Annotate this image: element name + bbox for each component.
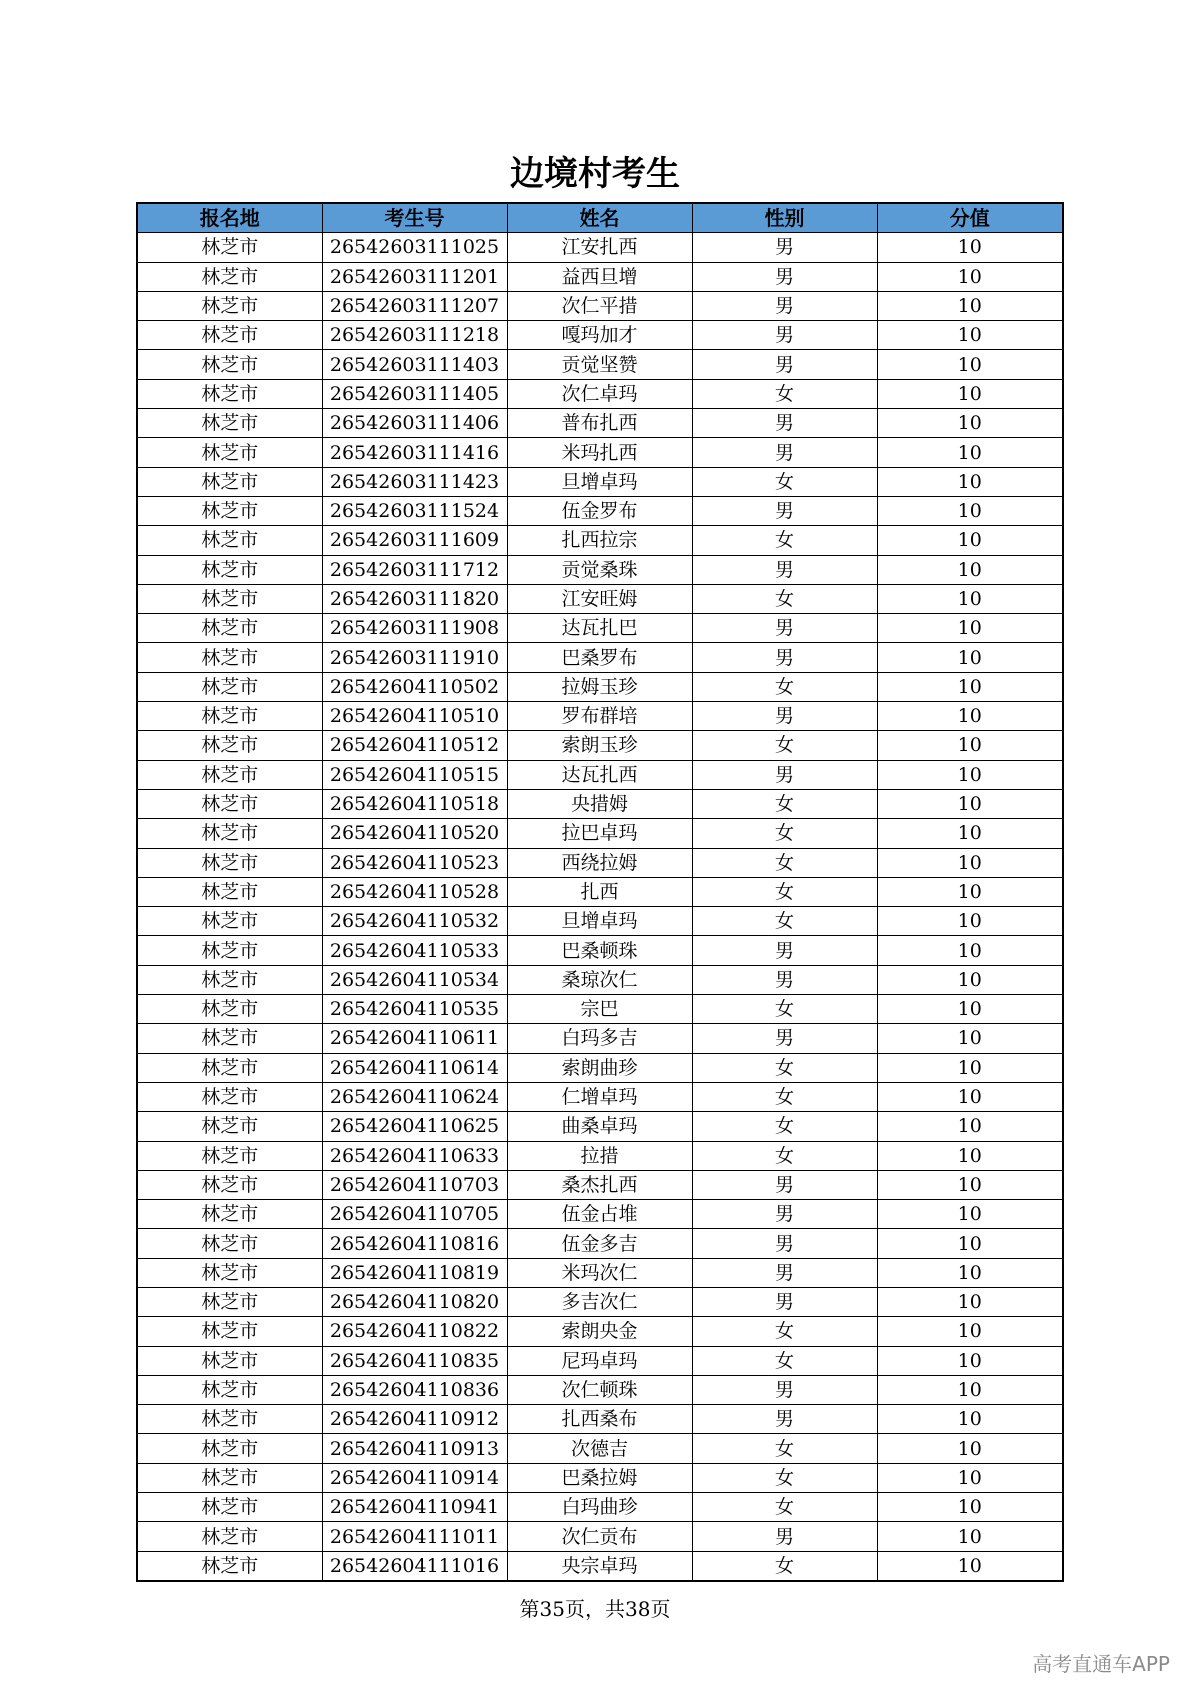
table-row	[137, 1287, 1063, 1316]
cell-exam-number: 26542604110816	[322, 1229, 507, 1258]
cell-exam-number: 26542604110528	[322, 877, 507, 906]
cell-gender: 男	[692, 936, 877, 965]
table-row	[137, 1229, 1063, 1258]
cell-exam-number: 26542603111207	[322, 291, 507, 320]
cell-name: 宗巴	[507, 995, 692, 1024]
cell-score: 10	[877, 262, 1063, 291]
cell-score: 10	[877, 702, 1063, 731]
cell-exam-number: 26542604110611	[322, 1024, 507, 1053]
cell-exam-number: 26542604110520	[322, 819, 507, 848]
cell-gender: 女	[692, 1112, 877, 1141]
cell-name: 扎西拉宗	[507, 526, 692, 555]
cell-exam-number: 26542604110523	[322, 848, 507, 877]
cell-exam-number: 26542604110703	[322, 1170, 507, 1199]
cell-gender: 女	[692, 1463, 877, 1492]
table-row	[137, 702, 1063, 731]
cell-name: 贡觉坚赞	[507, 350, 692, 379]
cell-score: 10	[877, 1141, 1063, 1170]
cell-name: 贡觉桑珠	[507, 555, 692, 584]
cell-exam-number: 26542604110633	[322, 1141, 507, 1170]
cell-region: 林芝市	[137, 291, 322, 320]
cell-score: 10	[877, 438, 1063, 467]
cell-gender: 男	[692, 643, 877, 672]
cell-score: 10	[877, 1170, 1063, 1199]
cell-region: 林芝市	[137, 1141, 322, 1170]
cell-score: 10	[877, 819, 1063, 848]
cell-score: 10	[877, 1522, 1063, 1551]
cell-exam-number: 26542603111908	[322, 614, 507, 643]
cell-region: 林芝市	[137, 1024, 322, 1053]
column-header-score: 分值	[877, 203, 1063, 233]
cell-name: 仁增卓玛	[507, 1082, 692, 1111]
cell-gender: 女	[692, 1493, 877, 1522]
table-row	[137, 1551, 1063, 1581]
cell-score: 10	[877, 467, 1063, 496]
cell-name: 罗布群培	[507, 702, 692, 731]
cell-score: 10	[877, 789, 1063, 818]
cell-region: 林芝市	[137, 233, 322, 262]
cell-score: 10	[877, 1024, 1063, 1053]
cell-region: 林芝市	[137, 1375, 322, 1404]
table-row	[137, 321, 1063, 350]
table-row	[137, 584, 1063, 613]
cell-score: 10	[877, 643, 1063, 672]
table-row	[137, 496, 1063, 525]
column-header-name: 姓名	[507, 203, 692, 233]
cell-region: 林芝市	[137, 379, 322, 408]
table-row	[137, 1522, 1063, 1551]
cell-name: 央宗卓玛	[507, 1551, 692, 1581]
cell-gender: 女	[692, 1551, 877, 1581]
cell-region: 林芝市	[137, 350, 322, 379]
cell-exam-number: 26542603111201	[322, 262, 507, 291]
table-row	[137, 643, 1063, 672]
cell-gender: 男	[692, 1375, 877, 1404]
table-row	[137, 965, 1063, 994]
cell-score: 10	[877, 1229, 1063, 1258]
table-header-row	[137, 203, 1063, 233]
cell-exam-number: 26542603111416	[322, 438, 507, 467]
cell-region: 林芝市	[137, 1200, 322, 1229]
cell-exam-number: 26542604110512	[322, 731, 507, 760]
cell-gender: 女	[692, 526, 877, 555]
cell-name: 扎西	[507, 877, 692, 906]
cell-gender: 男	[692, 1024, 877, 1053]
page-title: 边境村考生	[510, 154, 680, 194]
cell-score: 10	[877, 1200, 1063, 1229]
table-row	[137, 848, 1063, 877]
cell-gender: 男	[692, 1229, 877, 1258]
cell-name: 桑琼次仁	[507, 965, 692, 994]
table-row	[137, 1024, 1063, 1053]
table-row	[137, 1375, 1063, 1404]
table-row	[137, 1112, 1063, 1141]
cell-score: 10	[877, 1053, 1063, 1082]
cell-region: 林芝市	[137, 995, 322, 1024]
watermark: 高考直通车APP	[1032, 1652, 1170, 1676]
cell-region: 林芝市	[137, 760, 322, 789]
cell-gender: 男	[692, 1287, 877, 1316]
cell-exam-number: 26542604110912	[322, 1405, 507, 1434]
cell-region: 林芝市	[137, 438, 322, 467]
candidate-table	[136, 202, 1064, 1582]
column-header-region: 报名地	[137, 203, 322, 233]
cell-exam-number: 26542604110532	[322, 907, 507, 936]
cell-name: 嘎玛加才	[507, 321, 692, 350]
cell-exam-number: 26542603111910	[322, 643, 507, 672]
table-row	[137, 1405, 1063, 1434]
table-row	[137, 438, 1063, 467]
cell-region: 林芝市	[137, 262, 322, 291]
cell-region: 林芝市	[137, 1405, 322, 1434]
cell-region: 林芝市	[137, 965, 322, 994]
cell-name: 米玛次仁	[507, 1258, 692, 1287]
table-row	[137, 409, 1063, 438]
cell-score: 10	[877, 379, 1063, 408]
cell-region: 林芝市	[137, 1551, 322, 1581]
cell-score: 10	[877, 1317, 1063, 1346]
table-row	[137, 995, 1063, 1024]
cell-exam-number: 26542603111423	[322, 467, 507, 496]
cell-exam-number: 26542604110820	[322, 1287, 507, 1316]
cell-exam-number: 26542604110535	[322, 995, 507, 1024]
cell-gender: 男	[692, 496, 877, 525]
cell-score: 10	[877, 1375, 1063, 1404]
cell-name: 次仁顿珠	[507, 1375, 692, 1404]
cell-exam-number: 26542603111403	[322, 350, 507, 379]
cell-region: 林芝市	[137, 409, 322, 438]
cell-score: 10	[877, 760, 1063, 789]
cell-name: 索朗曲珍	[507, 1053, 692, 1082]
cell-name: 次仁卓玛	[507, 379, 692, 408]
table-row	[137, 936, 1063, 965]
cell-exam-number: 26542604110502	[322, 672, 507, 701]
cell-gender: 男	[692, 233, 877, 262]
table-row	[137, 907, 1063, 936]
table-row	[137, 1258, 1063, 1287]
cell-name: 曲桑卓玛	[507, 1112, 692, 1141]
cell-score: 10	[877, 555, 1063, 584]
cell-exam-number: 26542603111712	[322, 555, 507, 584]
cell-region: 林芝市	[137, 614, 322, 643]
table-row	[137, 1317, 1063, 1346]
cell-exam-number: 26542604110913	[322, 1434, 507, 1463]
cell-region: 林芝市	[137, 819, 322, 848]
cell-name: 索朗央金	[507, 1317, 692, 1346]
cell-gender: 女	[692, 1053, 877, 1082]
cell-gender: 男	[692, 321, 877, 350]
cell-name: 旦增卓玛	[507, 467, 692, 496]
cell-score: 10	[877, 848, 1063, 877]
cell-name: 伍金罗布	[507, 496, 692, 525]
cell-name: 拉巴卓玛	[507, 819, 692, 848]
cell-score: 10	[877, 877, 1063, 906]
cell-name: 西绕拉姆	[507, 848, 692, 877]
table-row	[137, 1141, 1063, 1170]
cell-region: 林芝市	[137, 1229, 322, 1258]
cell-gender: 女	[692, 467, 877, 496]
cell-gender: 男	[692, 760, 877, 789]
table-row	[137, 877, 1063, 906]
cell-region: 林芝市	[137, 321, 322, 350]
cell-region: 林芝市	[137, 1053, 322, 1082]
cell-name: 央措姆	[507, 789, 692, 818]
cell-gender: 男	[692, 1405, 877, 1434]
cell-score: 10	[877, 1112, 1063, 1141]
cell-gender: 女	[692, 1434, 877, 1463]
cell-name: 次德吉	[507, 1434, 692, 1463]
cell-region: 林芝市	[137, 496, 322, 525]
cell-exam-number: 26542604110836	[322, 1375, 507, 1404]
cell-name: 益西旦增	[507, 262, 692, 291]
cell-region: 林芝市	[137, 1170, 322, 1199]
table-row	[137, 233, 1063, 262]
page-number: 第35页，共38页	[519, 1597, 671, 1621]
cell-gender: 女	[692, 848, 877, 877]
column-header-exam-number: 考生号	[322, 203, 507, 233]
cell-name: 尼玛卓玛	[507, 1346, 692, 1375]
cell-gender: 男	[692, 291, 877, 320]
cell-region: 林芝市	[137, 555, 322, 584]
cell-gender: 女	[692, 995, 877, 1024]
cell-exam-number: 26542603111218	[322, 321, 507, 350]
cell-score: 10	[877, 1551, 1063, 1581]
cell-gender: 女	[692, 1317, 877, 1346]
cell-region: 林芝市	[137, 672, 322, 701]
cell-exam-number: 26542604110533	[322, 936, 507, 965]
cell-gender: 男	[692, 702, 877, 731]
table-row	[137, 789, 1063, 818]
table-row	[137, 731, 1063, 760]
table-row	[137, 1170, 1063, 1199]
cell-name: 拉姆玉珍	[507, 672, 692, 701]
cell-score: 10	[877, 1346, 1063, 1375]
cell-exam-number: 26542603111820	[322, 584, 507, 613]
cell-gender: 男	[692, 965, 877, 994]
cell-name: 伍金多吉	[507, 1229, 692, 1258]
cell-region: 林芝市	[137, 467, 322, 496]
cell-region: 林芝市	[137, 848, 322, 877]
cell-score: 10	[877, 1082, 1063, 1111]
cell-name: 次仁平措	[507, 291, 692, 320]
cell-exam-number: 26542603111025	[322, 233, 507, 262]
cell-name: 巴桑顿珠	[507, 936, 692, 965]
cell-region: 林芝市	[137, 1082, 322, 1111]
cell-region: 林芝市	[137, 643, 322, 672]
cell-score: 10	[877, 584, 1063, 613]
cell-score: 10	[877, 995, 1063, 1024]
cell-region: 林芝市	[137, 1317, 322, 1346]
cell-name: 旦增卓玛	[507, 907, 692, 936]
cell-name: 扎西桑布	[507, 1405, 692, 1434]
table-row	[137, 1053, 1063, 1082]
cell-region: 林芝市	[137, 907, 322, 936]
cell-name: 普布扎西	[507, 409, 692, 438]
cell-gender: 女	[692, 1346, 877, 1375]
cell-score: 10	[877, 907, 1063, 936]
cell-gender: 女	[692, 379, 877, 408]
cell-region: 林芝市	[137, 1346, 322, 1375]
table-row	[137, 526, 1063, 555]
cell-exam-number: 26542604110625	[322, 1112, 507, 1141]
cell-name: 次仁贡布	[507, 1522, 692, 1551]
cell-gender: 男	[692, 614, 877, 643]
table-row	[137, 1346, 1063, 1375]
cell-region: 林芝市	[137, 789, 322, 818]
cell-score: 10	[877, 1434, 1063, 1463]
cell-gender: 女	[692, 877, 877, 906]
cell-name: 江安扎西	[507, 233, 692, 262]
cell-score: 10	[877, 496, 1063, 525]
cell-exam-number: 26542604110819	[322, 1258, 507, 1287]
cell-gender: 男	[692, 1258, 877, 1287]
cell-gender: 女	[692, 907, 877, 936]
cell-name: 达瓦扎西	[507, 760, 692, 789]
cell-exam-number: 26542604110822	[322, 1317, 507, 1346]
cell-name: 多吉次仁	[507, 1287, 692, 1316]
table-row	[137, 350, 1063, 379]
table-row	[137, 672, 1063, 701]
cell-gender: 女	[692, 1082, 877, 1111]
cell-region: 林芝市	[137, 1258, 322, 1287]
cell-gender: 女	[692, 1141, 877, 1170]
cell-region: 林芝市	[137, 1463, 322, 1492]
cell-gender: 女	[692, 584, 877, 613]
cell-score: 10	[877, 291, 1063, 320]
cell-gender: 男	[692, 262, 877, 291]
cell-name: 白玛多吉	[507, 1024, 692, 1053]
table-row	[137, 1493, 1063, 1522]
table-row	[137, 760, 1063, 789]
cell-score: 10	[877, 1463, 1063, 1492]
cell-region: 林芝市	[137, 1522, 322, 1551]
cell-exam-number: 26542603111405	[322, 379, 507, 408]
table-row	[137, 614, 1063, 643]
cell-score: 10	[877, 731, 1063, 760]
cell-region: 林芝市	[137, 584, 322, 613]
cell-region: 林芝市	[137, 526, 322, 555]
cell-exam-number: 26542604110518	[322, 789, 507, 818]
cell-score: 10	[877, 936, 1063, 965]
cell-exam-number: 26542604110515	[322, 760, 507, 789]
cell-region: 林芝市	[137, 877, 322, 906]
cell-exam-number: 26542604110624	[322, 1082, 507, 1111]
cell-name: 巴桑罗布	[507, 643, 692, 672]
cell-gender: 男	[692, 438, 877, 467]
cell-score: 10	[877, 350, 1063, 379]
cell-exam-number: 26542604110510	[322, 702, 507, 731]
cell-exam-number: 26542604110914	[322, 1463, 507, 1492]
cell-region: 林芝市	[137, 1112, 322, 1141]
cell-name: 索朗玉珍	[507, 731, 692, 760]
cell-name: 拉措	[507, 1141, 692, 1170]
cell-name: 达瓦扎巴	[507, 614, 692, 643]
cell-gender: 女	[692, 731, 877, 760]
cell-exam-number: 26542604111011	[322, 1522, 507, 1551]
cell-gender: 女	[692, 672, 877, 701]
cell-score: 10	[877, 1405, 1063, 1434]
table-row	[137, 1434, 1063, 1463]
table-body	[137, 233, 1063, 1581]
cell-score: 10	[877, 672, 1063, 701]
cell-gender: 男	[692, 1170, 877, 1199]
table-row	[137, 555, 1063, 584]
cell-exam-number: 26542604111016	[322, 1551, 507, 1581]
cell-exam-number: 26542603111406	[322, 409, 507, 438]
cell-name: 江安旺姆	[507, 584, 692, 613]
table-row	[137, 467, 1063, 496]
cell-name: 白玛曲珍	[507, 1493, 692, 1522]
cell-gender: 男	[692, 1200, 877, 1229]
cell-exam-number: 26542604110835	[322, 1346, 507, 1375]
cell-name: 米玛扎西	[507, 438, 692, 467]
cell-name: 巴桑拉姆	[507, 1463, 692, 1492]
cell-score: 10	[877, 965, 1063, 994]
cell-gender: 男	[692, 350, 877, 379]
column-header-gender: 性别	[692, 203, 877, 233]
cell-score: 10	[877, 321, 1063, 350]
cell-region: 林芝市	[137, 1493, 322, 1522]
cell-region: 林芝市	[137, 1287, 322, 1316]
cell-exam-number: 26542603111609	[322, 526, 507, 555]
cell-exam-number: 26542604110614	[322, 1053, 507, 1082]
table-row	[137, 1463, 1063, 1492]
cell-score: 10	[877, 526, 1063, 555]
cell-region: 林芝市	[137, 1434, 322, 1463]
cell-region: 林芝市	[137, 731, 322, 760]
cell-region: 林芝市	[137, 936, 322, 965]
cell-score: 10	[877, 233, 1063, 262]
cell-gender: 男	[692, 409, 877, 438]
cell-exam-number: 26542604110705	[322, 1200, 507, 1229]
table-row	[137, 819, 1063, 848]
cell-exam-number: 26542604110534	[322, 965, 507, 994]
cell-name: 伍金占堆	[507, 1200, 692, 1229]
cell-gender: 男	[692, 1522, 877, 1551]
cell-score: 10	[877, 614, 1063, 643]
cell-gender: 女	[692, 789, 877, 818]
table-row	[137, 291, 1063, 320]
cell-name: 桑杰扎西	[507, 1170, 692, 1199]
table-row	[137, 379, 1063, 408]
cell-exam-number: 26542604110941	[322, 1493, 507, 1522]
cell-score: 10	[877, 1258, 1063, 1287]
table-row	[137, 1082, 1063, 1111]
cell-score: 10	[877, 409, 1063, 438]
table-row	[137, 262, 1063, 291]
cell-region: 林芝市	[137, 702, 322, 731]
cell-gender: 男	[692, 555, 877, 584]
cell-score: 10	[877, 1493, 1063, 1522]
cell-exam-number: 26542603111524	[322, 496, 507, 525]
table-row	[137, 1200, 1063, 1229]
cell-score: 10	[877, 1287, 1063, 1316]
cell-gender: 女	[692, 819, 877, 848]
